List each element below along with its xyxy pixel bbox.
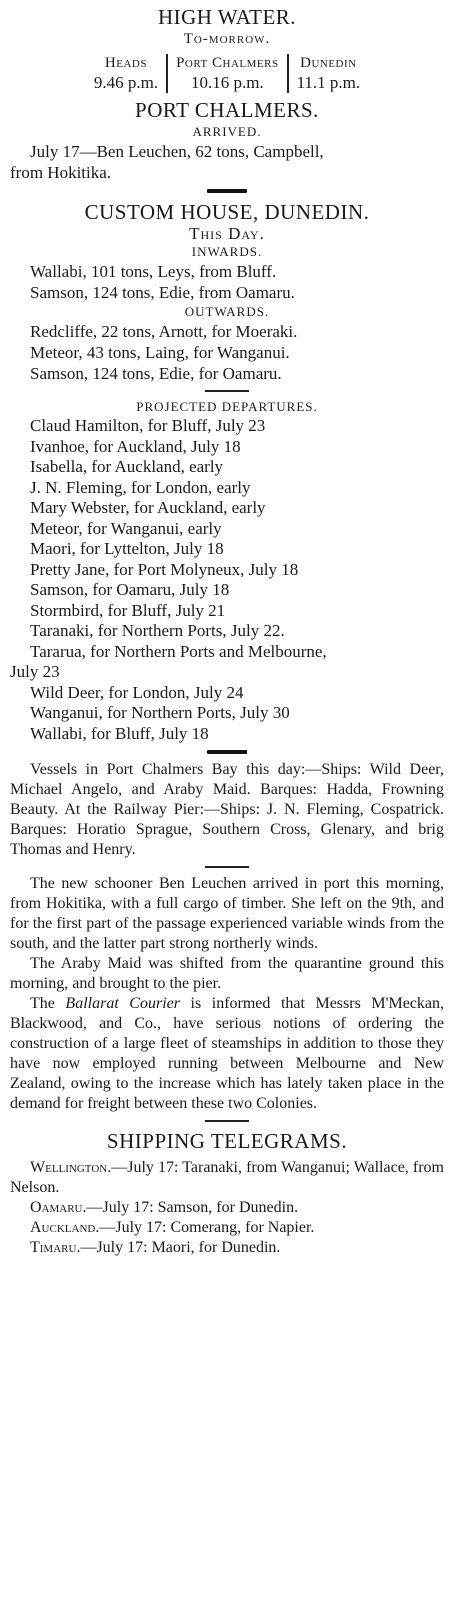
departure-item: Wallabi, for Bluff, July 18 (30, 723, 209, 743)
tide-table (10, 54, 444, 93)
departure-item: Samson, for Oamaru, July 18 (30, 580, 230, 599)
tide-place: Dunedin (300, 55, 357, 71)
tide-col-heads (86, 54, 166, 93)
custom-house-subtitle: This Day. (189, 224, 265, 243)
telegram-text: —July 17: Taranaki, from Wanganui; Wallace, from Nelson. (10, 1159, 444, 1196)
inward-entry: Samson, 124 tons, Edie, from Oamaru. (30, 283, 295, 302)
tide-place: Heads (104, 55, 147, 71)
telegram-place: Timaru. (30, 1239, 81, 1256)
tide-time: 9.46 p.m. (93, 73, 159, 92)
custom-house-title: CUSTOM HOUSE, DUNEDIN. (84, 200, 370, 224)
departure-item: Wild Deer, for London, July 24 (30, 682, 244, 702)
vessels-in-bay-paragraph: Vessels in Port Chalmers Bay this day:—Ships: Wild Deer, Michael Angelo, and Araby Maid. Barques: Hadda, Frowning Beauty. At the Railway Pier:—Ships: J. N. Fleming, Cospatrick. Barques: Horatio Sprague, Southern Cross, Glenary, and brig Thomas and Henry. (10, 761, 444, 858)
telegram-entry (10, 1198, 444, 1218)
departure-item: Stormbird, for Bluff, July 21 (30, 600, 226, 620)
inwards-label: INWARDS. (191, 244, 263, 259)
high-water-subtitle: To-morrow. (183, 31, 271, 47)
telegram-text: —July 17: Samson, for Dunedin. (86, 1199, 299, 1216)
telegram-entry (10, 1158, 444, 1198)
tide-col-dunedin (287, 54, 369, 93)
telegram-text: —July 17: Comerang, for Napier. (99, 1219, 315, 1236)
tide-time: 10.16 p.m. (190, 73, 264, 92)
departures-label: PROJECTED DEPARTURES. (136, 399, 318, 414)
arrival-line: July 17—Ben Leuchen, 62 tons, Campbell, (30, 142, 324, 161)
departure-item: Taranaki, for Northern Ports, July 22. (30, 621, 285, 640)
departure-item-cont: July 23 (10, 662, 60, 681)
telegram-text: —July 17: Maori, for Dunedin. (80, 1239, 281, 1256)
news-text: The (30, 995, 66, 1012)
arrived-label: ARRIVED. (192, 124, 262, 139)
inward-entry: Wallabi, 101 tons, Leys, from Bluff. (30, 262, 277, 281)
telegram-place: Wellington. (30, 1159, 112, 1176)
departure-item: Tararua, for Northern Ports and Melbourne, (30, 641, 327, 661)
news-text: is informed that Messrs M'Meckan, Blackwood, and Co., have serious notions of ordering the construction of a large fleet of steamships in addition to those they have now employed running between Melbourne and New Zealand, owing to the increase which has lately taken place in the demand for freight between these two Colonies. (10, 995, 444, 1112)
port-chalmers-title: PORT CHALMERS. (135, 98, 319, 122)
high-water-title: HIGH WATER. (157, 5, 297, 29)
outward-entry: Redcliffe, 22 tons, Arnott, for Moeraki. (30, 322, 298, 341)
outwards-label: OUTWARDS. (184, 304, 270, 319)
newspaper-name: Ballarat Courier (65, 995, 180, 1012)
section-divider (205, 1120, 249, 1122)
telegrams-title: SHIPPING TELEGRAMS. (106, 1129, 348, 1153)
departure-item: Claud Hamilton, for Bluff, July 23 (30, 416, 266, 435)
departure-item: Meteor, for Wanganui, early (30, 518, 222, 538)
section-divider (205, 390, 249, 392)
departure-item: Ivanhoe, for Auckland, July 18 (30, 436, 241, 456)
departure-item: Mary Webster, for Auckland, early (30, 498, 266, 517)
section-divider (207, 189, 247, 193)
section-divider (207, 750, 247, 754)
departure-item: Isabella, for Auckland, early (30, 457, 224, 476)
departure-item: Pretty Jane, for Port Molyneux, July 18 (30, 559, 299, 579)
telegram-place: Oamaru. (30, 1199, 87, 1216)
outward-entry: Samson, 124 tons, Edie, for Oamaru. (30, 364, 282, 383)
telegram-entry (10, 1218, 444, 1238)
departure-item: Wanganui, for Northern Ports, July 30 (30, 703, 290, 722)
departure-item: Maori, for Lyttelton, July 18 (30, 539, 224, 558)
departure-item: J. N. Fleming, for London, early (30, 477, 251, 497)
telegram-place: Auckland. (30, 1219, 100, 1236)
outward-entry: Meteor, 43 tons, Laing, for Wanganui. (30, 343, 290, 362)
tide-time: 11.1 p.m. (296, 73, 361, 92)
arrival-line-cont: from Hokitika. (10, 163, 112, 182)
tide-col-port-chalmers (166, 54, 287, 93)
tide-place: Port Chalmers (176, 55, 279, 71)
news-paragraph: The new schooner Ben Leuchen arrived in port this morning, from Hokitika, with a full cargo of timber. She left on the 9th, and for the first part of the passage experienced variable winds from the south, and the latter part strong northerly winds. (10, 875, 444, 952)
section-divider (205, 866, 249, 868)
news-paragraph: The Araby Maid was shifted from the quarantine ground this morning, and brought to the pier. (10, 955, 444, 992)
news-paragraph (10, 994, 444, 1114)
telegram-entry (10, 1238, 444, 1258)
